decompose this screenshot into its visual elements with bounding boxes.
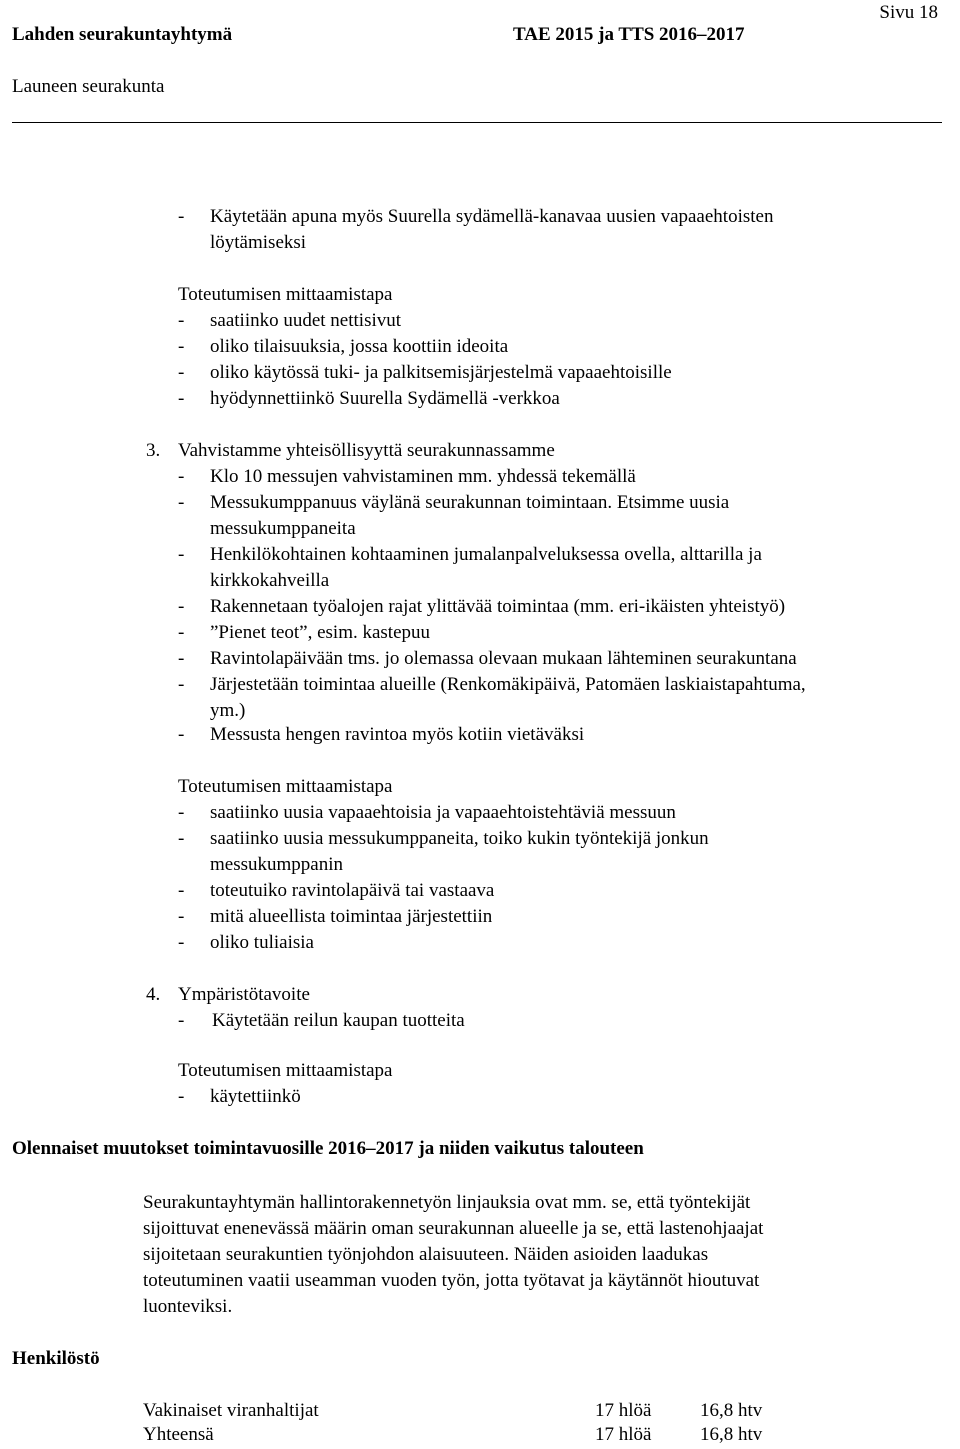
intro-item-line: löytämiseksi <box>210 232 307 253</box>
goal-title: Vahvistamme yhteisöllisyyttä seurakunnassamme <box>178 440 555 461</box>
parish-name: Launeen seurakunta <box>12 76 165 97</box>
bullet-dash: - <box>178 206 185 227</box>
bullet-dash: - <box>178 544 185 565</box>
paragraph-line: sijoittuvat enenevässä määrin oman seurakunnan alueelle ja se, että lastenohjaajat <box>143 1218 764 1239</box>
paragraph-line: sijoitetaan seurakuntien työnjohdon alaisuuteen. Näiden asioiden laadukas <box>143 1244 709 1265</box>
goal-item-line: ym.) <box>210 700 246 721</box>
staff-row-htv: 16,8 htv <box>700 1424 763 1445</box>
measure-item: oliko tilaisuuksia, jossa koottiin ideoita <box>210 336 509 357</box>
intro-item-line: Käytetään apuna myös Suurella sydämellä-kanavaa uusien vapaaehtoisten <box>210 206 774 227</box>
goal-number: 3. <box>146 440 161 461</box>
staff-row-label: Yhteensä <box>143 1424 214 1445</box>
goal-item-line: Messusta hengen ravintoa myös kotiin vietäväksi <box>210 724 585 745</box>
section-heading: Olennaiset muutokset toimintavuosille 2016–2017 ja niiden vaikutus talouteen <box>12 1138 644 1159</box>
measure-item: saatiinko uusia messukumppaneita, toiko kukin työntekijä jonkun <box>210 828 709 849</box>
measure-heading: Toteutumisen mittaamistapa <box>178 1060 393 1081</box>
bullet-dash: - <box>178 802 185 823</box>
goal-item-line: Henkilökohtainen kohtaaminen jumalanpalveluksessa ovella, alttarilla ja <box>210 544 762 565</box>
paragraph-line: Seurakuntayhtymän hallintorakennetyön linjauksia ovat mm. se, että työntekijät <box>143 1192 751 1213</box>
measure-heading: Toteutumisen mittaamistapa <box>178 776 393 797</box>
bullet-dash: - <box>178 906 185 927</box>
goal-item-line: Messukumppanuus väylänä seurakunnan toimintaan. Etsimme uusia <box>210 492 730 513</box>
bullet-dash: - <box>178 828 185 849</box>
staff-row-htv: 16,8 htv <box>700 1400 763 1421</box>
goal-item-line: Klo 10 messujen vahvistaminen mm. yhdessä tekemällä <box>210 466 636 487</box>
paragraph-line: toteutuminen vaatii useamman vuoden työn, jotta työtavat ja käytännöt hioutuvat <box>143 1270 760 1291</box>
page-number: Sivu 18 <box>879 2 938 23</box>
bullet-dash: - <box>178 1010 185 1031</box>
measure-item: hyödynnettiinkö Suurella Sydämellä -verkkoa <box>210 388 560 409</box>
measure-item: oliko käytössä tuki- ja palkitsemisjärjestelmä vapaaehtoisille <box>210 362 672 383</box>
bullet-dash: - <box>178 674 185 695</box>
bullet-dash: - <box>178 932 185 953</box>
goal-title: Ympäristötavoite <box>178 984 310 1005</box>
bullet-dash: - <box>178 310 185 331</box>
bullet-dash: - <box>178 362 185 383</box>
measure-item: käytettiinkö <box>210 1086 301 1107</box>
bullet-dash: - <box>178 622 185 643</box>
bullet-dash: - <box>178 1086 185 1107</box>
measure-item: toteutuiko ravintolapäivä tai vastaava <box>210 880 495 901</box>
goal-item-line: Rakennetaan työalojen rajat ylittävää toimintaa (mm. eri-ikäisten yhteistyö) <box>210 596 786 617</box>
measure-item: messukumppanin <box>210 854 343 875</box>
measure-item: mitä alueellista toimintaa järjestettiin <box>210 906 493 927</box>
organization-name: Lahden seurakuntayhtymä <box>12 24 233 45</box>
goal-item-line: Ravintolapäivään tms. jo olemassa olevaan mukaan lähteminen seurakuntana <box>210 648 797 669</box>
bullet-dash: - <box>178 336 185 357</box>
measure-item: oliko tuliaisia <box>210 932 314 953</box>
goal-item-line: kirkkokahveilla <box>210 570 330 591</box>
measure-heading: Toteutumisen mittaamistapa <box>178 284 393 305</box>
document-title: TAE 2015 ja TTS 2016–2017 <box>513 24 745 45</box>
staff-row-persons: 17 hlöä <box>595 1400 652 1421</box>
goal-item-line: Järjestetään toimintaa alueille (Renkomäkipäivä, Patomäen laskiaistapahtuma, <box>210 674 806 695</box>
header-divider <box>12 122 942 123</box>
bullet-dash: - <box>178 880 185 901</box>
bullet-dash: - <box>178 648 185 669</box>
section-heading-staff: Henkilöstö <box>12 1348 100 1369</box>
paragraph-line: luonteviksi. <box>143 1296 233 1317</box>
staff-row-persons: 17 hlöä <box>595 1424 652 1445</box>
goal-item-line: ”Pienet teot”, esim. kastepuu <box>210 622 431 643</box>
bullet-dash: - <box>178 388 185 409</box>
bullet-dash: - <box>178 492 185 513</box>
staff-row-label: Vakinaiset viranhaltijat <box>143 1400 319 1421</box>
goal-number: 4. <box>146 984 161 1005</box>
bullet-dash: - <box>178 466 185 487</box>
measure-item: saatiinko uudet nettisivut <box>210 310 402 331</box>
bullet-dash: - <box>178 596 185 617</box>
goal-item-line: Käytetään reilun kaupan tuotteita <box>212 1010 465 1031</box>
bullet-dash: - <box>178 724 185 745</box>
measure-item: saatiinko uusia vapaaehtoisia ja vapaaehtoistehtäviä messuun <box>210 802 676 823</box>
goal-item-line: messukumppaneita <box>210 518 356 539</box>
